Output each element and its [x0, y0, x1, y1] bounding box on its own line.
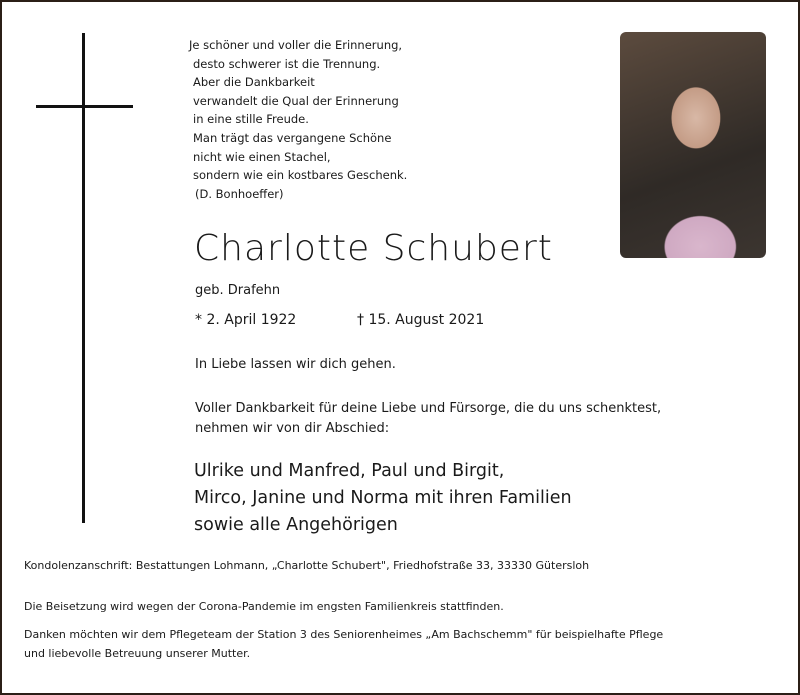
- poem: [189, 36, 407, 203]
- deceased-name: Charlotte Schubert: [194, 228, 553, 269]
- poem-line: Aber die Dankbarkeit: [193, 75, 315, 90]
- thanks-text: nehmen wir von dir Abschied:: [195, 421, 390, 436]
- death-date: † 15. August 2021: [357, 312, 485, 328]
- poem-author: (D. Bonhoeffer): [195, 186, 284, 201]
- poem-line: Je schöner und voller die Erinnerung,: [189, 38, 403, 52]
- family-line: Ulrike und Manfred, Paul und Birgit,: [194, 461, 505, 481]
- cross-icon-bar: [36, 105, 133, 108]
- family-list: [194, 458, 572, 539]
- burial-note: Die Beisetzung wird wegen der Corona-Pandemie im engsten Familienkreis stattfinden.: [24, 600, 504, 613]
- poem-line: sondern wie ein kostbares Geschenk.: [193, 168, 408, 183]
- family-line: sowie alle Angehörigen: [194, 515, 398, 535]
- birth-date: * 2. April 1922: [195, 312, 297, 328]
- care-thanks: und liebevolle Betreuung unserer Mutter.: [24, 647, 251, 660]
- poem-line: Man trägt das vergangene Schöne: [193, 130, 392, 145]
- farewell-text: In Liebe lassen wir dich gehen.: [195, 357, 396, 372]
- thanks-text: Voller Dankbarkeit für deine Liebe und Fürsorge, die du uns schenktest,: [195, 401, 662, 416]
- maiden-name: geb. Drafehn: [195, 283, 281, 298]
- portrait-photo: [620, 32, 766, 258]
- condolence-address: Kondolenzanschrift: Bestattungen Lohmann, „Charlotte Schubert", Friedhofstraße 33, 33330 Gütersloh: [24, 559, 590, 572]
- poem-line: in eine stille Freude.: [193, 112, 309, 127]
- poem-line: nicht wie einen Stachel,: [193, 149, 331, 164]
- family-line: Mirco, Janine und Norma mit ihren Familien: [194, 488, 572, 508]
- care-thanks: Danken möchten wir dem Pflegeteam der Station 3 des Seniorenheimes „Am Bachschemm" für beispielhafte Pflege: [24, 628, 664, 641]
- poem-line: verwandelt die Qual der Erinnerung: [193, 93, 399, 108]
- poem-line: desto schwerer ist die Trennung.: [193, 56, 381, 71]
